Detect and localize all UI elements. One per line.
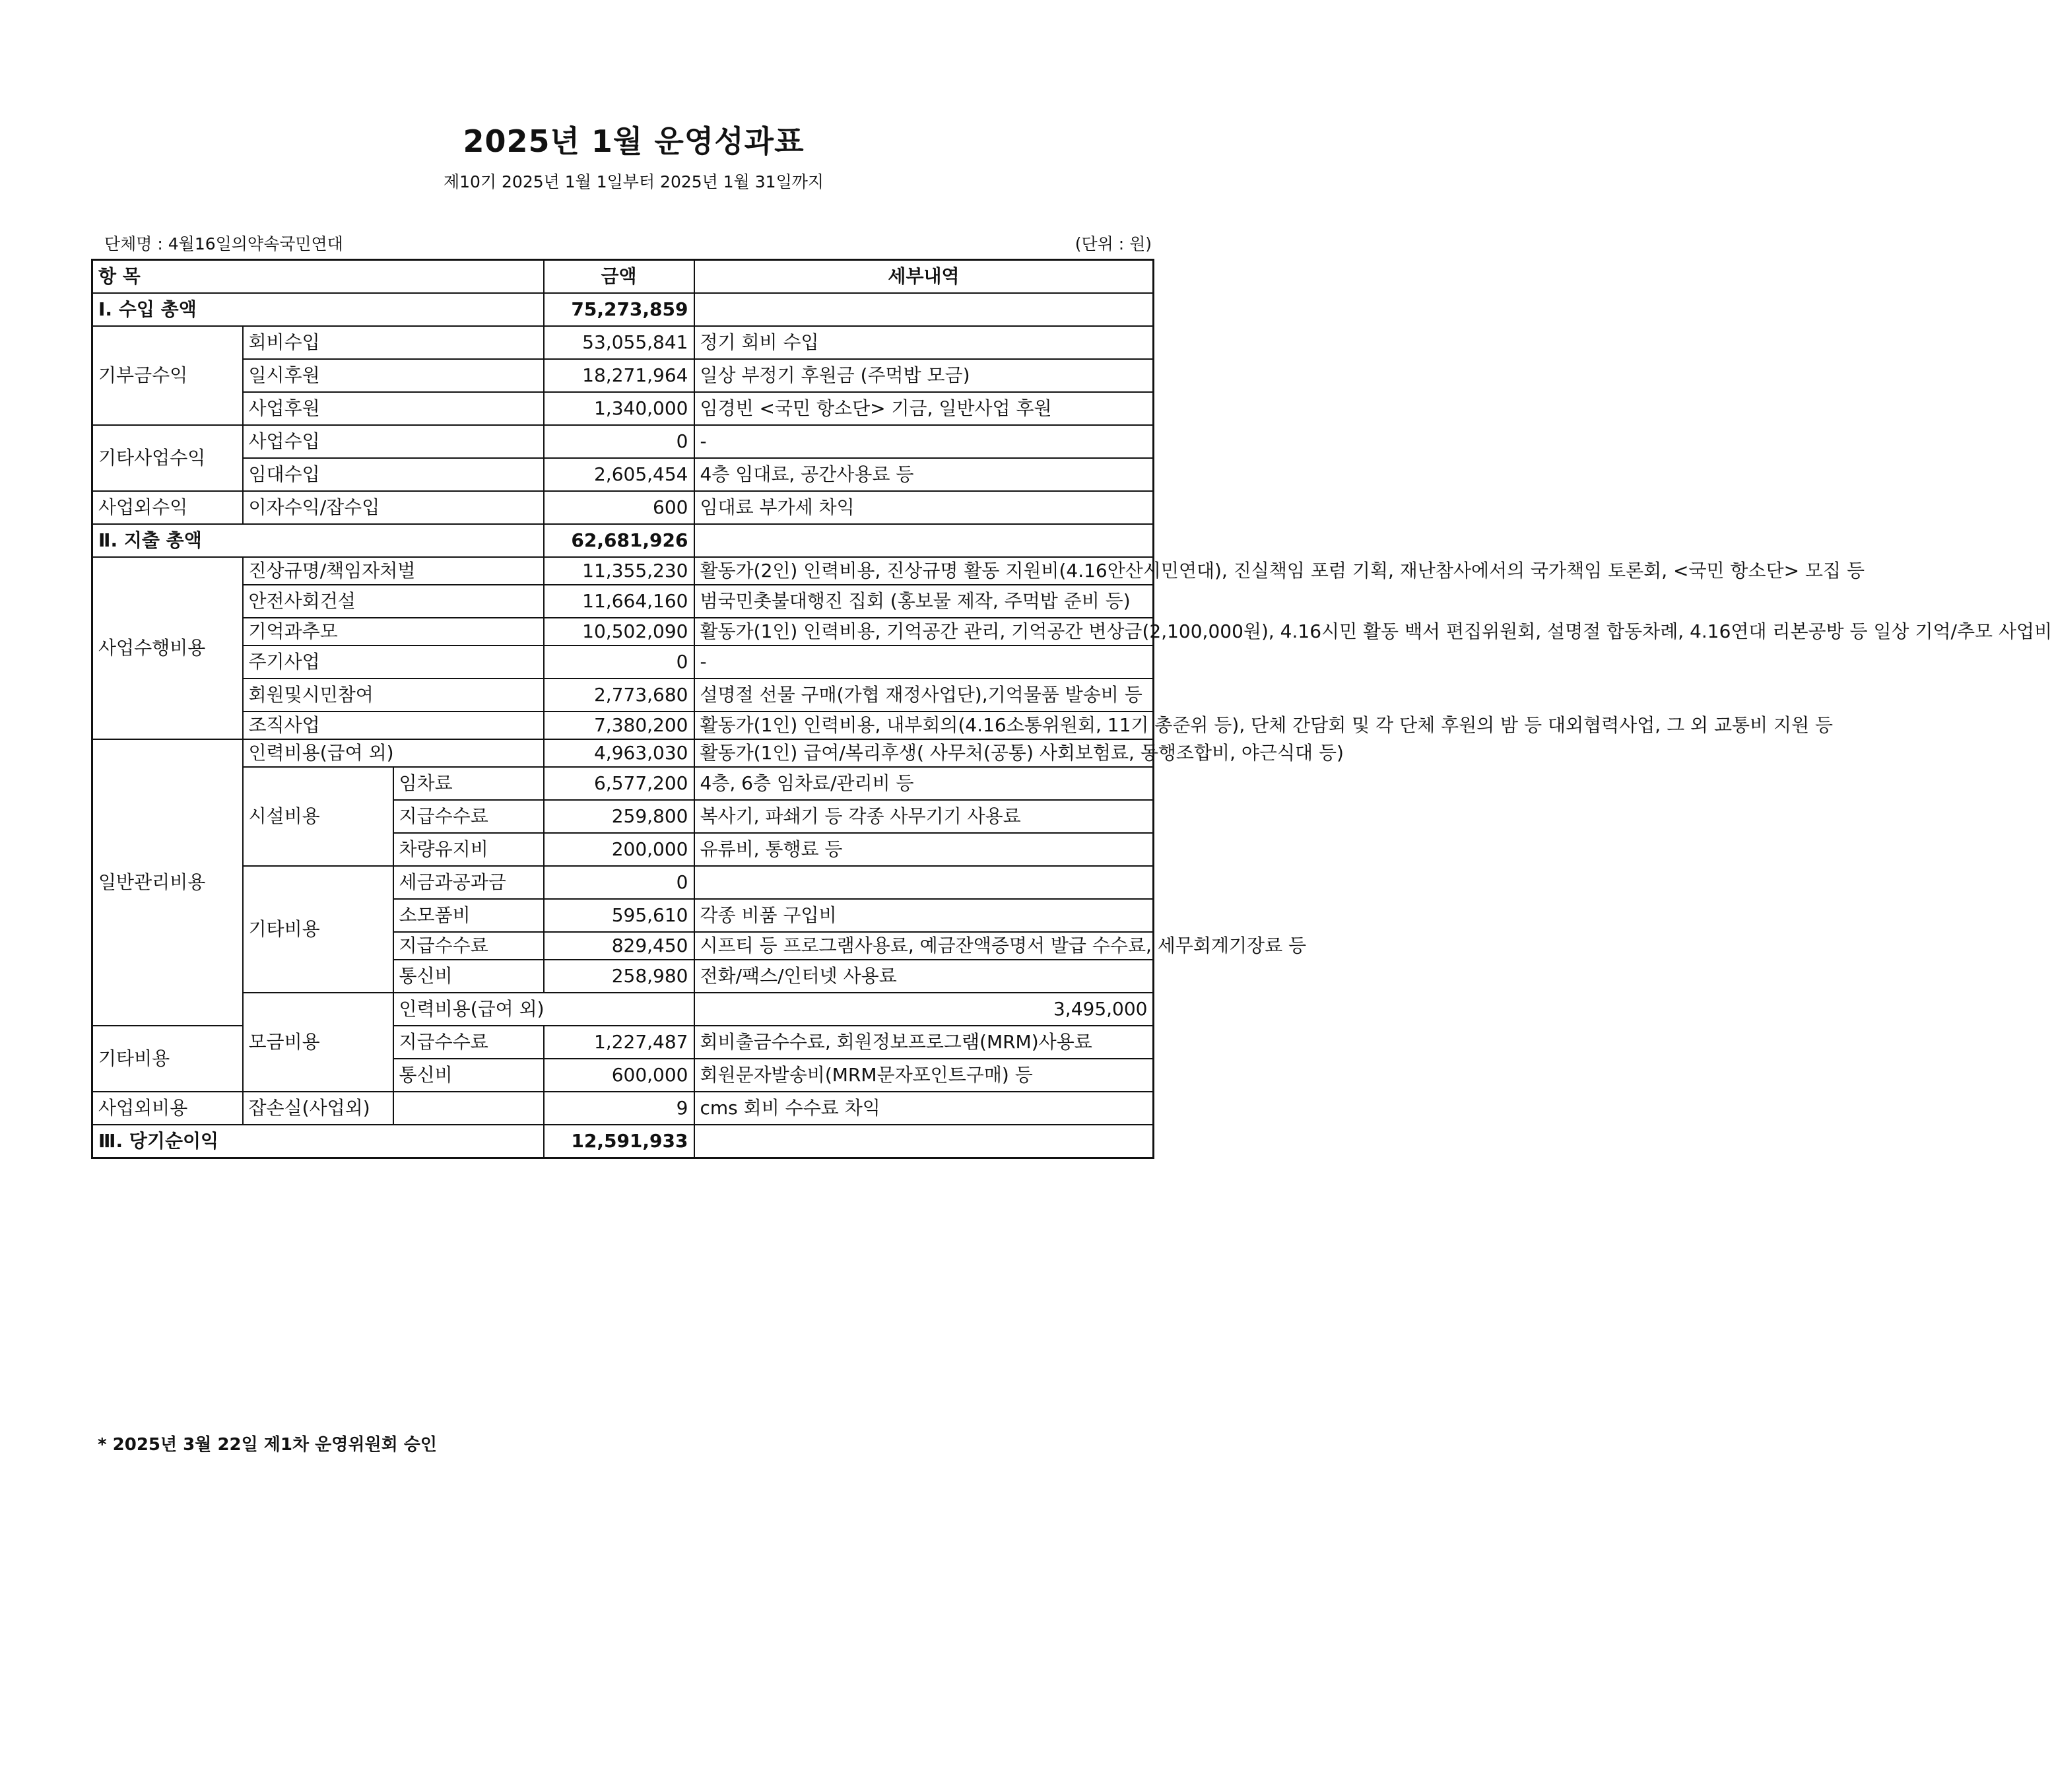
unit-label: (단위 : 원) bbox=[1075, 234, 1152, 253]
approval-footnote: * 2025년 3월 22일 제1차 운영위원회 승인 bbox=[98, 1435, 438, 1455]
row-amount: 200,000 bbox=[544, 833, 694, 866]
table-row bbox=[92, 326, 1154, 359]
row-amount: 2,773,680 bbox=[544, 679, 694, 712]
income-total-detail bbox=[694, 293, 1154, 326]
row-detail: 4층, 6층 임차료/관리비 등 bbox=[694, 767, 1154, 800]
row-detail: 활동가(2인) 인력비용, 진상규명 활동 지원비(4.16안산시민연대), 진실책임 포럼 기획, 재난참사에서의 국가책임 토론회, <국민 항소단> 모집 등 bbox=[694, 557, 1154, 585]
expense-total-row bbox=[92, 524, 1154, 557]
row-amount: 6,577,200 bbox=[544, 767, 694, 800]
row-detail: 임대료 부가세 차익 bbox=[694, 491, 1154, 524]
empty-cell bbox=[393, 1092, 544, 1125]
table-row bbox=[92, 767, 1154, 800]
table-row bbox=[92, 491, 1154, 524]
row-label: 통신비 bbox=[393, 960, 544, 993]
project-group-label: 사업수행비용 bbox=[92, 557, 243, 739]
row-detail: 임경빈 <국민 항소단> 기금, 일반사업 후원 bbox=[694, 392, 1154, 425]
expense-total-label: Ⅱ. 지출 총액 bbox=[92, 524, 544, 557]
table-row bbox=[92, 392, 1154, 425]
row-detail: cms 회비 수수료 차익 bbox=[694, 1092, 1154, 1125]
row-label: 차량유지비 bbox=[393, 833, 544, 866]
table-row bbox=[92, 425, 1154, 458]
document-title: 2025년 1월 운영성과표 bbox=[463, 123, 805, 159]
admin-other-group-label: 기타비용 bbox=[243, 866, 393, 993]
table-row bbox=[92, 646, 1154, 679]
row-amount: 829,450 bbox=[544, 932, 694, 960]
row-label: 인력비용(급여 외) bbox=[393, 993, 694, 1026]
table-row bbox=[92, 557, 1154, 585]
row-detail: 정기 회비 수입 bbox=[694, 326, 1154, 359]
organization-name: 단체명 : 4월16일의약속국민연대 bbox=[104, 234, 343, 253]
donation-group-label: 기부금수익 bbox=[92, 326, 243, 425]
other-income-group-label: 기타사업수익 bbox=[92, 425, 243, 491]
net-income-amount: 12,591,933 bbox=[544, 1125, 694, 1158]
row-detail: 4층 임대료, 공간사용료 등 bbox=[694, 458, 1154, 491]
row-amount: 600 bbox=[544, 491, 694, 524]
row-amount: 0 bbox=[544, 425, 694, 458]
row-label: 사업수입 bbox=[243, 425, 544, 458]
row-amount: 600,000 bbox=[544, 1059, 694, 1092]
fund-other-group-label: 기타비용 bbox=[92, 1026, 243, 1092]
table-row bbox=[92, 993, 1154, 1026]
row-detail: 설명절 선물 구매(가협 재정사업단),기억물품 발송비 등 bbox=[694, 679, 1154, 712]
row-amount: 1,227,487 bbox=[544, 1026, 694, 1059]
row-amount: 53,055,841 bbox=[544, 326, 694, 359]
row-amount: 0 bbox=[544, 646, 694, 679]
net-income-detail bbox=[694, 1125, 1154, 1158]
table-row bbox=[92, 866, 1154, 899]
net-income-label: Ⅲ. 당기순이익 bbox=[92, 1125, 544, 1158]
row-label: 소모품비 bbox=[393, 899, 544, 932]
row-label: 지급수수료 bbox=[393, 800, 544, 833]
row-detail: 복사기, 파쇄기 등 각종 사무기기 사용료 bbox=[694, 800, 1154, 833]
row-amount: 9 bbox=[544, 1092, 694, 1125]
header-amount: 금액 bbox=[544, 260, 694, 294]
net-income-row bbox=[92, 1125, 1154, 1158]
row-label: 조직사업 bbox=[243, 712, 544, 739]
table-header-row bbox=[92, 260, 1154, 294]
row-label: 사업후원 bbox=[243, 392, 544, 425]
row-amount: 1,340,000 bbox=[544, 392, 694, 425]
table-row bbox=[92, 739, 1154, 767]
table-row bbox=[92, 618, 1154, 646]
table-row bbox=[92, 359, 1154, 392]
row-detail: 전화/팩스/인터넷 사용료 bbox=[694, 960, 1154, 993]
row-detail: 활동가(1인) 인력비용, 내부회의(4.16소통위원회, 11기 총준위 등), 단체 간담회 및 각 단체 후원의 밤 등 대외협력사업, 그 외 교통비 지원 등 bbox=[694, 712, 1154, 739]
row-amount: 11,664,160 bbox=[544, 585, 694, 618]
row-amount: 11,355,230 bbox=[544, 557, 694, 585]
operating-results-table bbox=[91, 259, 2052, 1159]
row-detail: 회원문자발송비(MRM문자포인트구매) 등 bbox=[694, 1059, 1154, 1092]
row-detail: 활동가(1인) 인력비용, 기억공간 관리, 기억공간 변상금(2,100,000원), 4.16시민 활동 백서 편집위원회, 설명절 합동차례, 4.16연대 리본공방 등 일상 기억/추모 사업비 bbox=[694, 618, 1154, 646]
income-total-row bbox=[92, 293, 1154, 326]
row-detail: 유류비, 통행료 등 bbox=[694, 833, 1154, 866]
header-item: 항 목 bbox=[92, 260, 544, 294]
row-amount: 7,380,200 bbox=[544, 712, 694, 739]
header-detail: 세부내역 bbox=[694, 260, 1154, 294]
income-total-label: Ⅰ. 수입 총액 bbox=[92, 293, 544, 326]
table-row bbox=[92, 585, 1154, 618]
row-amount: 0 bbox=[544, 866, 694, 899]
row-detail: 각종 비품 구입비 bbox=[694, 899, 1154, 932]
admin-group-label: 일반관리비용 bbox=[92, 739, 243, 1026]
row-detail: 범국민촛불대행진 집회 (홍보물 제작, 주먹밥 준비 등) bbox=[694, 585, 1154, 618]
row-amount: 10,502,090 bbox=[544, 618, 694, 646]
row-label: 임차료 bbox=[393, 767, 544, 800]
row-label: 주기사업 bbox=[243, 646, 544, 679]
row-detail bbox=[694, 866, 1154, 899]
row-amount: 4,963,030 bbox=[544, 739, 694, 767]
row-label: 안전사회건설 bbox=[243, 585, 544, 618]
row-amount: 2,605,454 bbox=[544, 458, 694, 491]
row-label: 회원및시민참여 bbox=[243, 679, 544, 712]
row-label: 인력비용(급여 외) bbox=[243, 739, 544, 767]
row-label: 통신비 bbox=[393, 1059, 544, 1092]
row-amount: 3,495,000 bbox=[694, 993, 1154, 1026]
row-amount: 18,271,964 bbox=[544, 359, 694, 392]
row-detail: 회비출금수수료, 회원정보프로그램(MRM)사용료 bbox=[694, 1026, 1154, 1059]
table-row bbox=[92, 712, 1154, 739]
row-label: 지급수수료 bbox=[393, 932, 544, 960]
row-amount: 259,800 bbox=[544, 800, 694, 833]
row-label: 진상규명/책임자처벌 bbox=[243, 557, 544, 585]
document-period: 제10기 2025년 1월 1일부터 2025년 1월 31일까지 bbox=[443, 172, 824, 191]
nonop-expense-group-label: 사업외비용 bbox=[92, 1092, 243, 1125]
row-detail: - bbox=[694, 425, 1154, 458]
expense-total-detail bbox=[694, 524, 1154, 557]
row-label: 지급수수료 bbox=[393, 1026, 544, 1059]
row-label: 이자수익/잡수입 bbox=[243, 491, 544, 524]
row-label: 세금과공과금 bbox=[393, 866, 544, 899]
nonop-income-group-label: 사업외수익 bbox=[92, 491, 243, 524]
row-detail: - bbox=[694, 646, 1154, 679]
row-label: 회비수입 bbox=[243, 326, 544, 359]
row-label: 임대수입 bbox=[243, 458, 544, 491]
row-amount: 258,980 bbox=[544, 960, 694, 993]
table-row bbox=[92, 679, 1154, 712]
row-label: 일시후원 bbox=[243, 359, 544, 392]
row-label: 잡손실(사업외) bbox=[243, 1092, 393, 1125]
row-detail: 시프티 등 프로그램사용료, 예금잔액증명서 발급 수수료, 세무회계기장료 등 bbox=[694, 932, 1154, 960]
table-row bbox=[92, 1092, 1154, 1125]
row-amount: 595,610 bbox=[544, 899, 694, 932]
facility-group-label: 시설비용 bbox=[243, 767, 393, 866]
expense-total-amount: 62,681,926 bbox=[544, 524, 694, 557]
table-row bbox=[92, 458, 1154, 491]
row-label: 기억과추모 bbox=[243, 618, 544, 646]
income-total-amount: 75,273,859 bbox=[544, 293, 694, 326]
fund-group-label: 모금비용 bbox=[243, 993, 393, 1092]
row-detail: 일상 부정기 후원금 (주먹밥 모금) bbox=[694, 359, 1154, 392]
row-detail: 활동가(1인) 급여/복리후생( 사무처(공통) 사회보험료, 동행조합비, 야근식대 등) bbox=[694, 739, 1154, 767]
